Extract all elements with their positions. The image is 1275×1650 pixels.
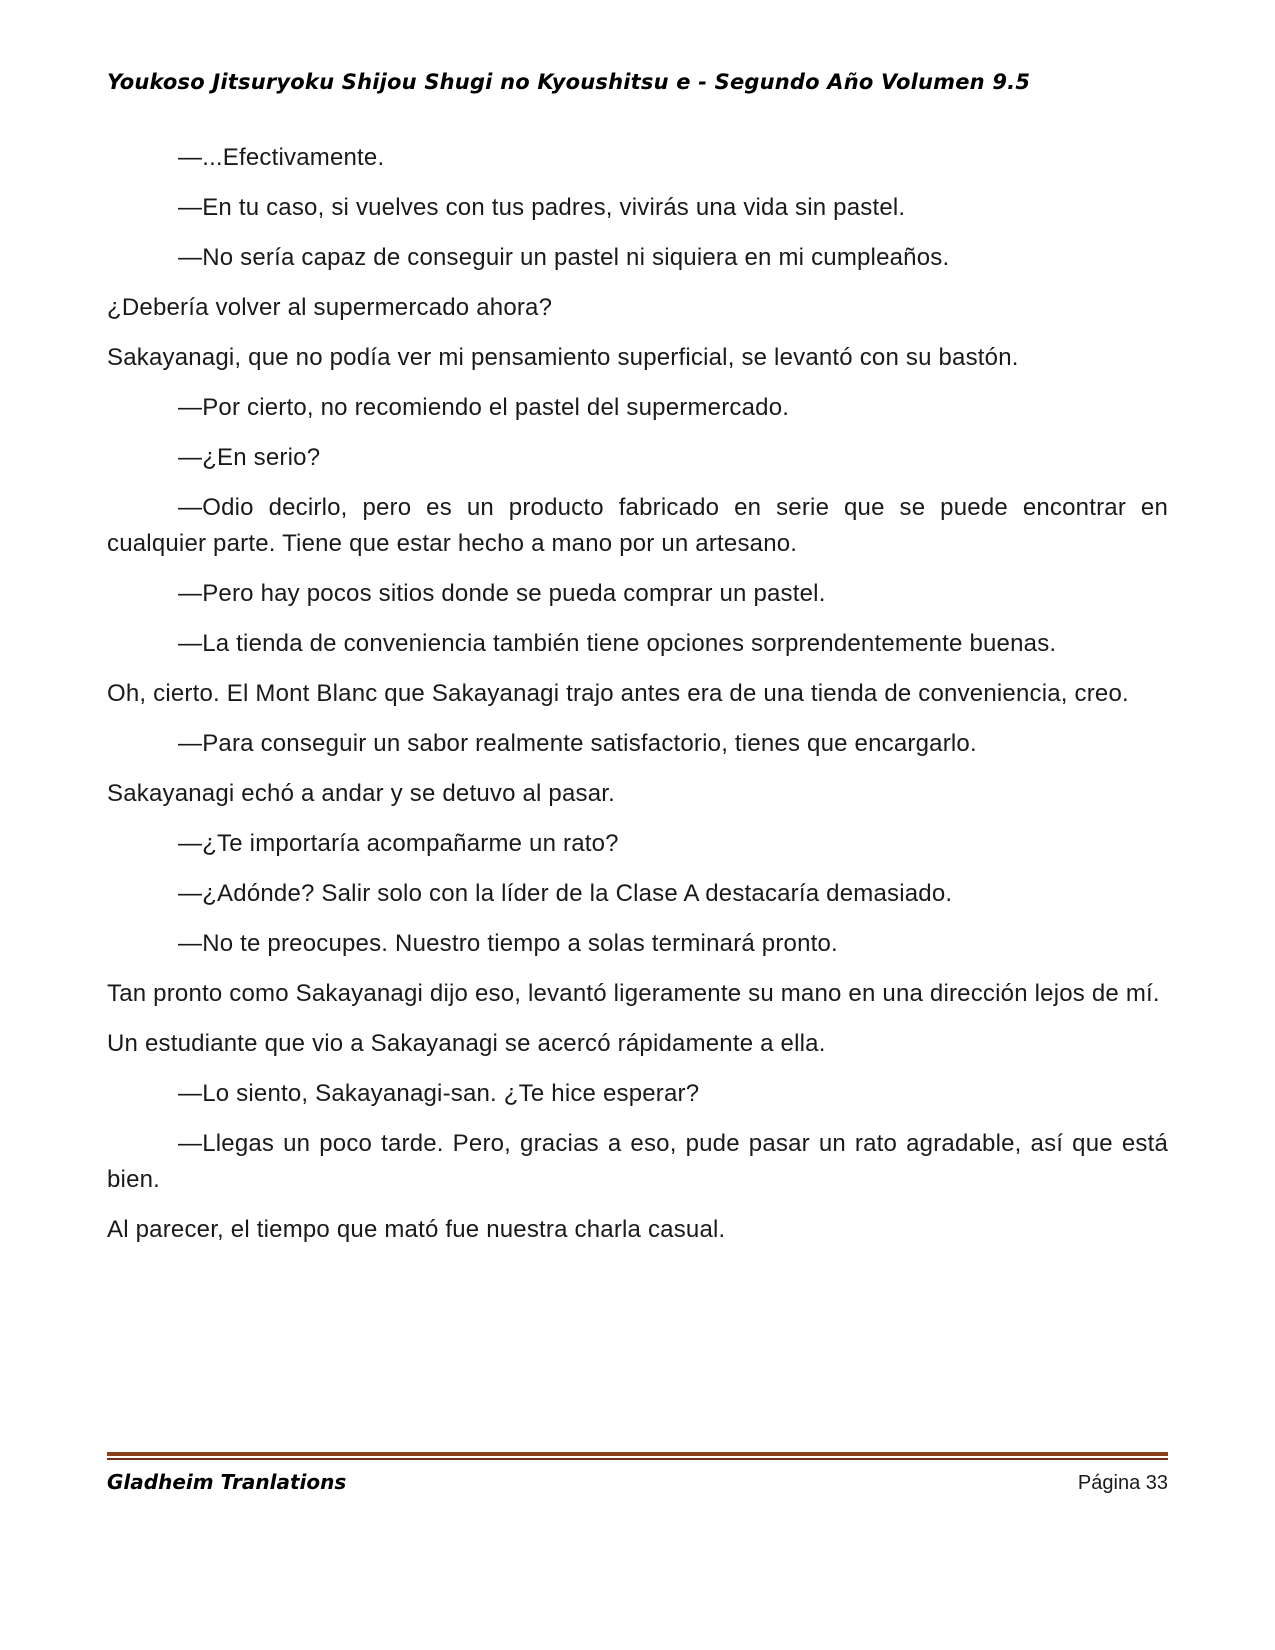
paragraph: Al parecer, el tiempo que mató fue nuestra charla casual.: [107, 1216, 726, 1243]
footer-row: [107, 1470, 1168, 1495]
paragraph: —...Efectivamente.: [178, 144, 385, 171]
document-footer: [107, 1452, 1168, 1495]
paragraph: Oh, cierto. El Mont Blanc que Sakayanagi trajo antes era de una tienda de conveniencia, creo.: [107, 680, 1129, 707]
paragraph: —Para conseguir un sabor realmente satisfactorio, tienes que encargarlo.: [178, 730, 977, 757]
paragraph: —Pero hay pocos sitios donde se pueda comprar un pastel.: [178, 580, 826, 607]
paragraph: ¿Debería volver al supermercado ahora?: [107, 294, 553, 321]
paragraph: Sakayanagi, que no podía ver mi pensamiento superficial, se levantó con su bastón.: [107, 344, 1019, 371]
paragraph: Tan pronto como Sakayanagi dijo eso, levantó ligeramente su mano en una dirección lejos de mí.: [107, 980, 1160, 1007]
paragraph: —En tu caso, si vuelves con tus padres, vivirás una vida sin pastel.: [178, 194, 906, 221]
paragraph: —Odio decirlo, pero es un producto fabricado en serie que se puede encontrar en cualquier parte. Tiene que estar hecho a mano por un artesano.: [107, 494, 1168, 557]
paragraph: Un estudiante que vio a Sakayanagi se acercó rápidamente a ella.: [107, 1030, 826, 1057]
paragraph: —La tienda de conveniencia también tiene opciones sorprendentemente buenas.: [178, 630, 1057, 657]
footer-divider: [107, 1452, 1168, 1460]
paragraph: —¿Te importaría acompañarme un rato?: [178, 830, 619, 857]
paragraph: Sakayanagi echó a andar y se detuvo al pasar.: [107, 780, 616, 807]
paragraph: —Llegas un poco tarde. Pero, gracias a eso, pude pasar un rato agradable, así que está bien.: [107, 1130, 1168, 1193]
paragraph: —¿En serio?: [178, 444, 321, 471]
paragraph: —Por cierto, no recomiendo el pastel del supermercado.: [178, 394, 790, 421]
paragraph: —No sería capaz de conseguir un pastel ni siquiera en mi cumpleaños.: [178, 244, 950, 271]
document-body: [107, 140, 1168, 1248]
paragraph: —¿Adónde? Salir solo con la líder de la Clase A destacaría demasiado.: [178, 880, 953, 907]
paragraph: —No te preocupes. Nuestro tiempo a solas terminará pronto.: [178, 930, 838, 957]
footer-translator-credit: Gladheim Tranlations: [107, 1470, 347, 1494]
paragraph: —Lo siento, Sakayanagi-san. ¿Te hice esperar?: [178, 1080, 700, 1107]
page-content: [107, 70, 1168, 1262]
footer-page-number: Página 33: [1077, 1472, 1168, 1494]
document-header-title: Youkoso Jitsuryoku Shijou Shugi no Kyoushitsu e - Segundo Año Volumen 9.5: [107, 70, 1031, 94]
